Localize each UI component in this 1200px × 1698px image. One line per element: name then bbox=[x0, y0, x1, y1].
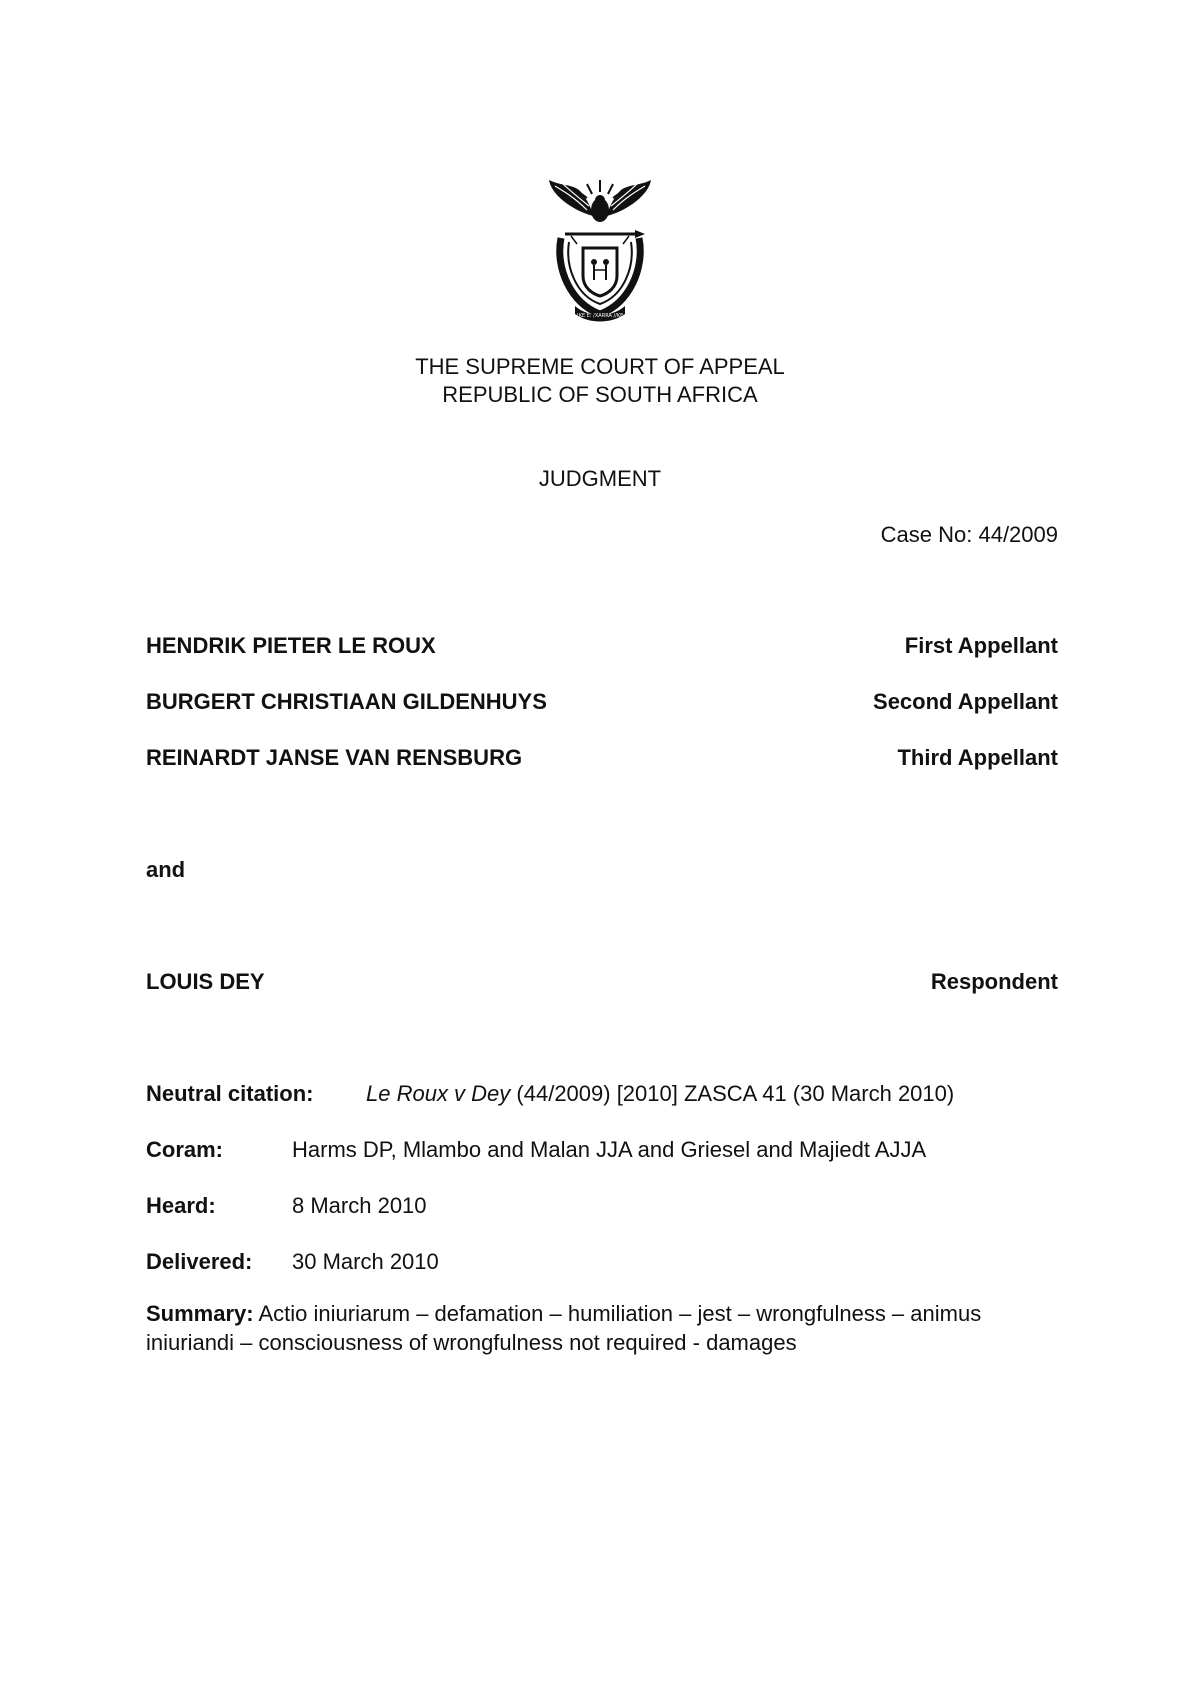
first-appellant-name: HENDRIK PIETER LE ROUX bbox=[146, 633, 436, 658]
respondent-name: LOUIS DEY bbox=[146, 969, 265, 994]
conjunction-and: and bbox=[146, 857, 186, 882]
case-number: Case No: 44/2009 bbox=[880, 522, 1058, 547]
heard-date: 8 March 2010 bbox=[292, 1193, 427, 1218]
heard-label: Heard: bbox=[146, 1193, 216, 1218]
respondent-role: Respondent bbox=[930, 969, 1058, 994]
summary-paragraph bbox=[146, 1299, 1026, 1357]
delivered-date: 30 March 2010 bbox=[292, 1249, 439, 1274]
summary-text: Actio iniuriarum – defamation – humiliation – jest – wrongfulness – animus iniuriandi – consciousness of wrongfulness not required - damages bbox=[146, 1301, 982, 1355]
second-appellant-name: BURGERT CHRISTIAAN GILDENHUYS bbox=[146, 689, 547, 714]
coat-of-arms-icon bbox=[541, 176, 659, 326]
coram-value: Harms DP, Mlambo and Malan JJA and Griesel and Majiedt AJJA bbox=[292, 1137, 927, 1162]
court-name: THE SUPREME COURT OF APPEAL bbox=[415, 354, 785, 379]
neutral-citation-value bbox=[366, 1081, 954, 1107]
neutral-citation-case-name: Le Roux v Dey bbox=[366, 1081, 511, 1106]
document-type: JUDGMENT bbox=[538, 466, 662, 491]
second-appellant-role: Second Appellant bbox=[873, 689, 1058, 714]
third-appellant-role: Third Appellant bbox=[897, 745, 1058, 770]
neutral-citation-label: Neutral citation: bbox=[146, 1081, 314, 1106]
first-appellant-role: First Appellant bbox=[904, 633, 1058, 658]
neutral-citation-reference: (44/2009) [2010] ZASCA 41 (30 March 2010) bbox=[510, 1081, 955, 1106]
third-appellant-name: REINARDT JANSE VAN RENSBURG bbox=[146, 745, 523, 770]
motto-text: !KE E: /XARRA //KE bbox=[576, 313, 624, 319]
delivered-label: Delivered: bbox=[146, 1249, 253, 1274]
summary-label: Summary: bbox=[146, 1301, 254, 1326]
coram-label: Coram: bbox=[146, 1137, 224, 1162]
country-name: REPUBLIC OF SOUTH AFRICA bbox=[442, 382, 758, 407]
